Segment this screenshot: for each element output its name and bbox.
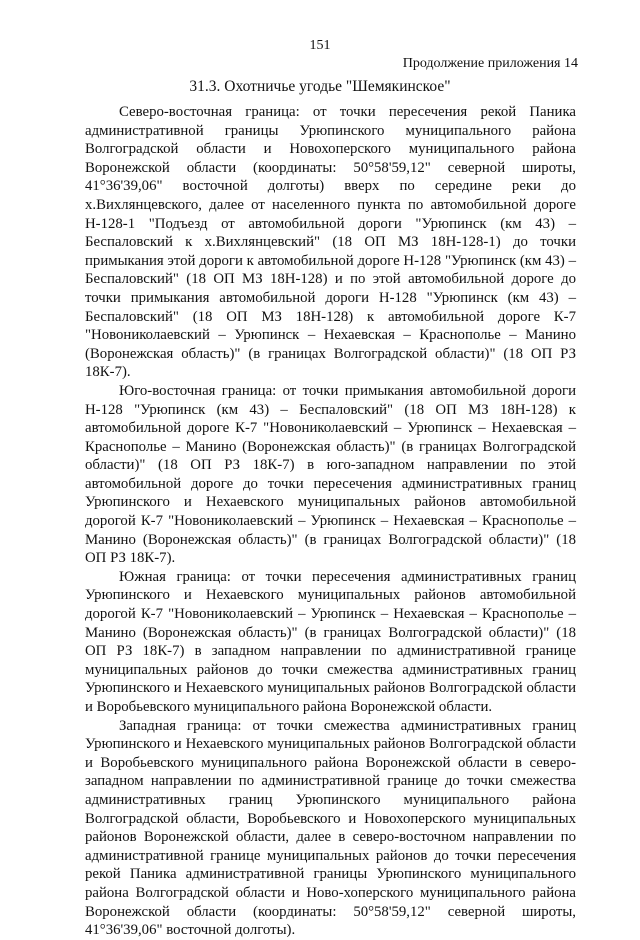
paragraph-south-border: Южная граница: от точки пересечения административных границ Урюпинского и Нехаевского муниципальных районов автомобильной дорогой К-7 "Новониколаевский – Урюпинск – Нехаевская – Краснополье – Манино (Воронежская область)" (в границах Волгоградской области)" (18 ОП РЗ 18К-7) в западном направлении по административной границе муниципальных районов до точки смежества административных границ Урюпинского и Нехаевского муниципальных районов Волгоградской области и Воробьевского муниципального района Воронежской области. — [85, 568, 576, 715]
body-text — [85, 103, 576, 940]
paragraph-northeast-border: Северо-восточная граница: от точки пересечения рекой Паника административной границы Урюпинского муниципального района Волгоградской области и Новохоперского муниципального района Воронежской области (координаты: 50°58'59,12" северной широты, 41°36'39,06" восточной долготы) вверх по середине реки до х.Вихлянцевского, далее от населенного пункта по автомобильной дороге Н-128-1 "Подъезд от автомобильной дороги "Урюпинск (км 43) – Беспаловский к х.Вихлянцевский" (18 ОП МЗ 18Н-128-1) до точки примыкания этой дороги к автомобильной дороге Н-128 "Урюпинск (км 43) – Беспаловский" (18 ОП МЗ 18Н-128) и по этой автомобильной дороге до точки примыкания автомобильной дороги Н-128 "Урюпинск (км 43) – Беспаловский" (18 ОП МЗ 18Н-128) к автомобильной дороге К-7 "Новониколаевский – Урюпинск – Нехаевская – Краснополье – Манино (Воронежская область)" (в границах Волгоградской области)" (18 ОП РЗ 18К-7). — [85, 104, 576, 381]
page-number: 151 — [309, 38, 331, 53]
section-title: 31.3. Охотничье угодье "Шемякинское" — [189, 78, 451, 95]
paragraph-southeast-border: Юго-восточная граница: от точки примыкания автомобильной дороги Н-128 "Урюпинск (км 43) – Беспаловский" (18 ОП МЗ 18Н-128) к автомобильной дороге К-7 "Новониколаевский – Урюпинск – Нехаевская – Краснополье – Манино (Воронежская область)" (в границах Волгоградской области)" (18 ОП РЗ 18К-7) в юго-западном направлении по этой автомобильной дороге до точки пересечения административных границ Урюпинского и Нехаевского муниципальных районов автомобильной дорогой К-7 "Новониколаевский – Урюпинск – Нехаевская – Краснополье – Манино (Воронежская область)" (в границах Волгоградской области)" (18 ОП РЗ 18К-7). — [85, 382, 576, 567]
paragraph-west-border: Западная граница: от точки смежества административных границ Урюпинского и Нехаевского муниципальных районов Волгоградской области и Воробьевского муниципального района Воронежской области в северо-западном направлении по административной границе до точки смежества административных границ Урюпинского муниципального района Волгоградской области, Воробьевского и Новохоперского муниципальных районов Воронежской области, далее в северо-восточном направлении по административной границе муниципальных районов до точки пересечения рекой Паника административной границы Урюпинского муниципального района Волгоградской области и Ново-хоперского муниципального района Воронежской области (координаты: 50°58'59,12" северной широты, 41°36'39,06" восточной долготы). — [85, 717, 576, 939]
appendix-continuation-note: Продолжение приложения 14 — [402, 56, 578, 71]
